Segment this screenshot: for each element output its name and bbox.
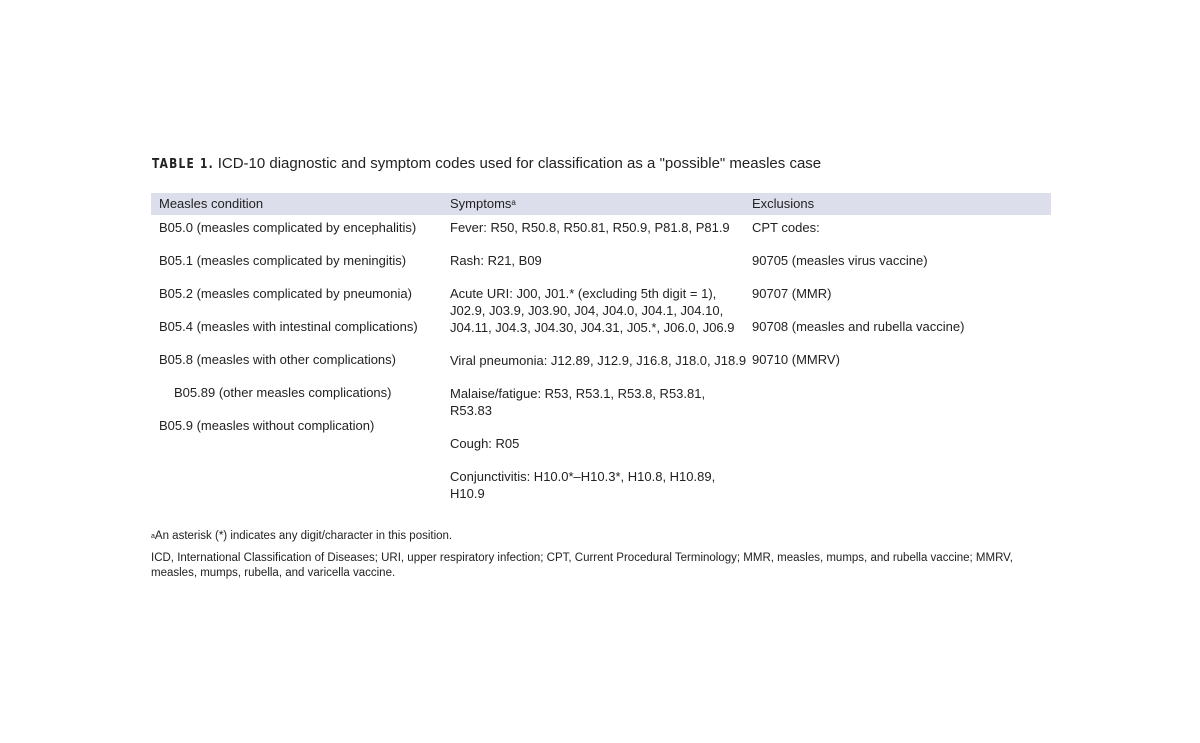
symptom-item: Malaise/fatigue: R53, R53.1, R53.8, R53.81, R53.83 [450, 386, 706, 418]
symptom-item: Acute URI: J00, J01.* (excluding 5th digit = 1), J02.9, J03.9, J03.90, J04, J04.0, J04.1, J04.10, J04.11, J04.3, J04.30, J04.31, J05.*, J06.0, J06.9 [450, 286, 735, 335]
header-exclusions: Exclusions [752, 196, 815, 211]
exclusions-column [752, 219, 1052, 384]
conditions-column [159, 219, 444, 450]
condition-item: B05.0 (measles complicated by encephalitis) [159, 220, 417, 235]
symptoms-column [450, 219, 750, 518]
condition-item: B05.9 (measles without complication) [159, 418, 375, 433]
header-symptoms-label: Symptoms [450, 196, 512, 211]
asterisk-footnote-text: An asterisk (*) indicates any digit/character in this position. [154, 530, 453, 542]
table-header-band [151, 193, 1051, 215]
condition-subitem: B05.89 (other measles complications) [174, 385, 392, 400]
condition-item: B05.1 (measles complicated by meningitis) [159, 253, 407, 268]
table-title [152, 154, 821, 175]
header-measles-condition: Measles condition [159, 196, 264, 211]
symptom-item: Viral pneumonia: J12.89, J12.9, J16.8, J18.0, J18.9 [450, 353, 747, 368]
header-symptoms [450, 196, 516, 212]
symptom-item: Fever: R50, R50.8, R50.81, R50.9, P81.8, P81.9 [450, 220, 730, 235]
symptom-item: Conjunctivitis: H10.0*–H10.3*, H10.8, H10.89, H10.9 [450, 469, 716, 501]
symptom-item: Rash: R21, B09 [450, 253, 542, 268]
table-caption: ICD-10 diagnostic and symptom codes used for classification as a "possible" measles case [217, 155, 822, 172]
condition-item: B05.8 (measles with other complications) [159, 352, 396, 367]
footnote-mark: a [151, 533, 155, 540]
exclusion-item: 90710 (MMRV) [752, 352, 840, 367]
header-symptoms-footnote-mark: a [511, 198, 516, 207]
exclusion-item: 90707 (MMR) [752, 286, 832, 301]
exclusion-item: 90705 (measles virus vaccine) [752, 253, 928, 268]
table-number-label: TABLE 1. [152, 157, 214, 172]
symptom-item: Cough: R05 [450, 436, 520, 451]
condition-item: B05.4 (measles with intestinal complications) [159, 319, 418, 334]
exclusion-item: 90708 (measles and rubella vaccine) [752, 319, 965, 334]
asterisk-footnote [151, 529, 1051, 544]
abbreviations-footnote: ICD, International Classification of Diseases; URI, upper respiratory infection; CPT, Current Procedural Terminology; MMR, measles, mumps, and rubella vaccine; MMRV, measles, mumps, rubella, and varicella vaccine. [151, 552, 1013, 579]
exclusion-item: CPT codes: [752, 220, 820, 235]
condition-item: B05.2 (measles complicated by pneumonia) [159, 286, 412, 301]
